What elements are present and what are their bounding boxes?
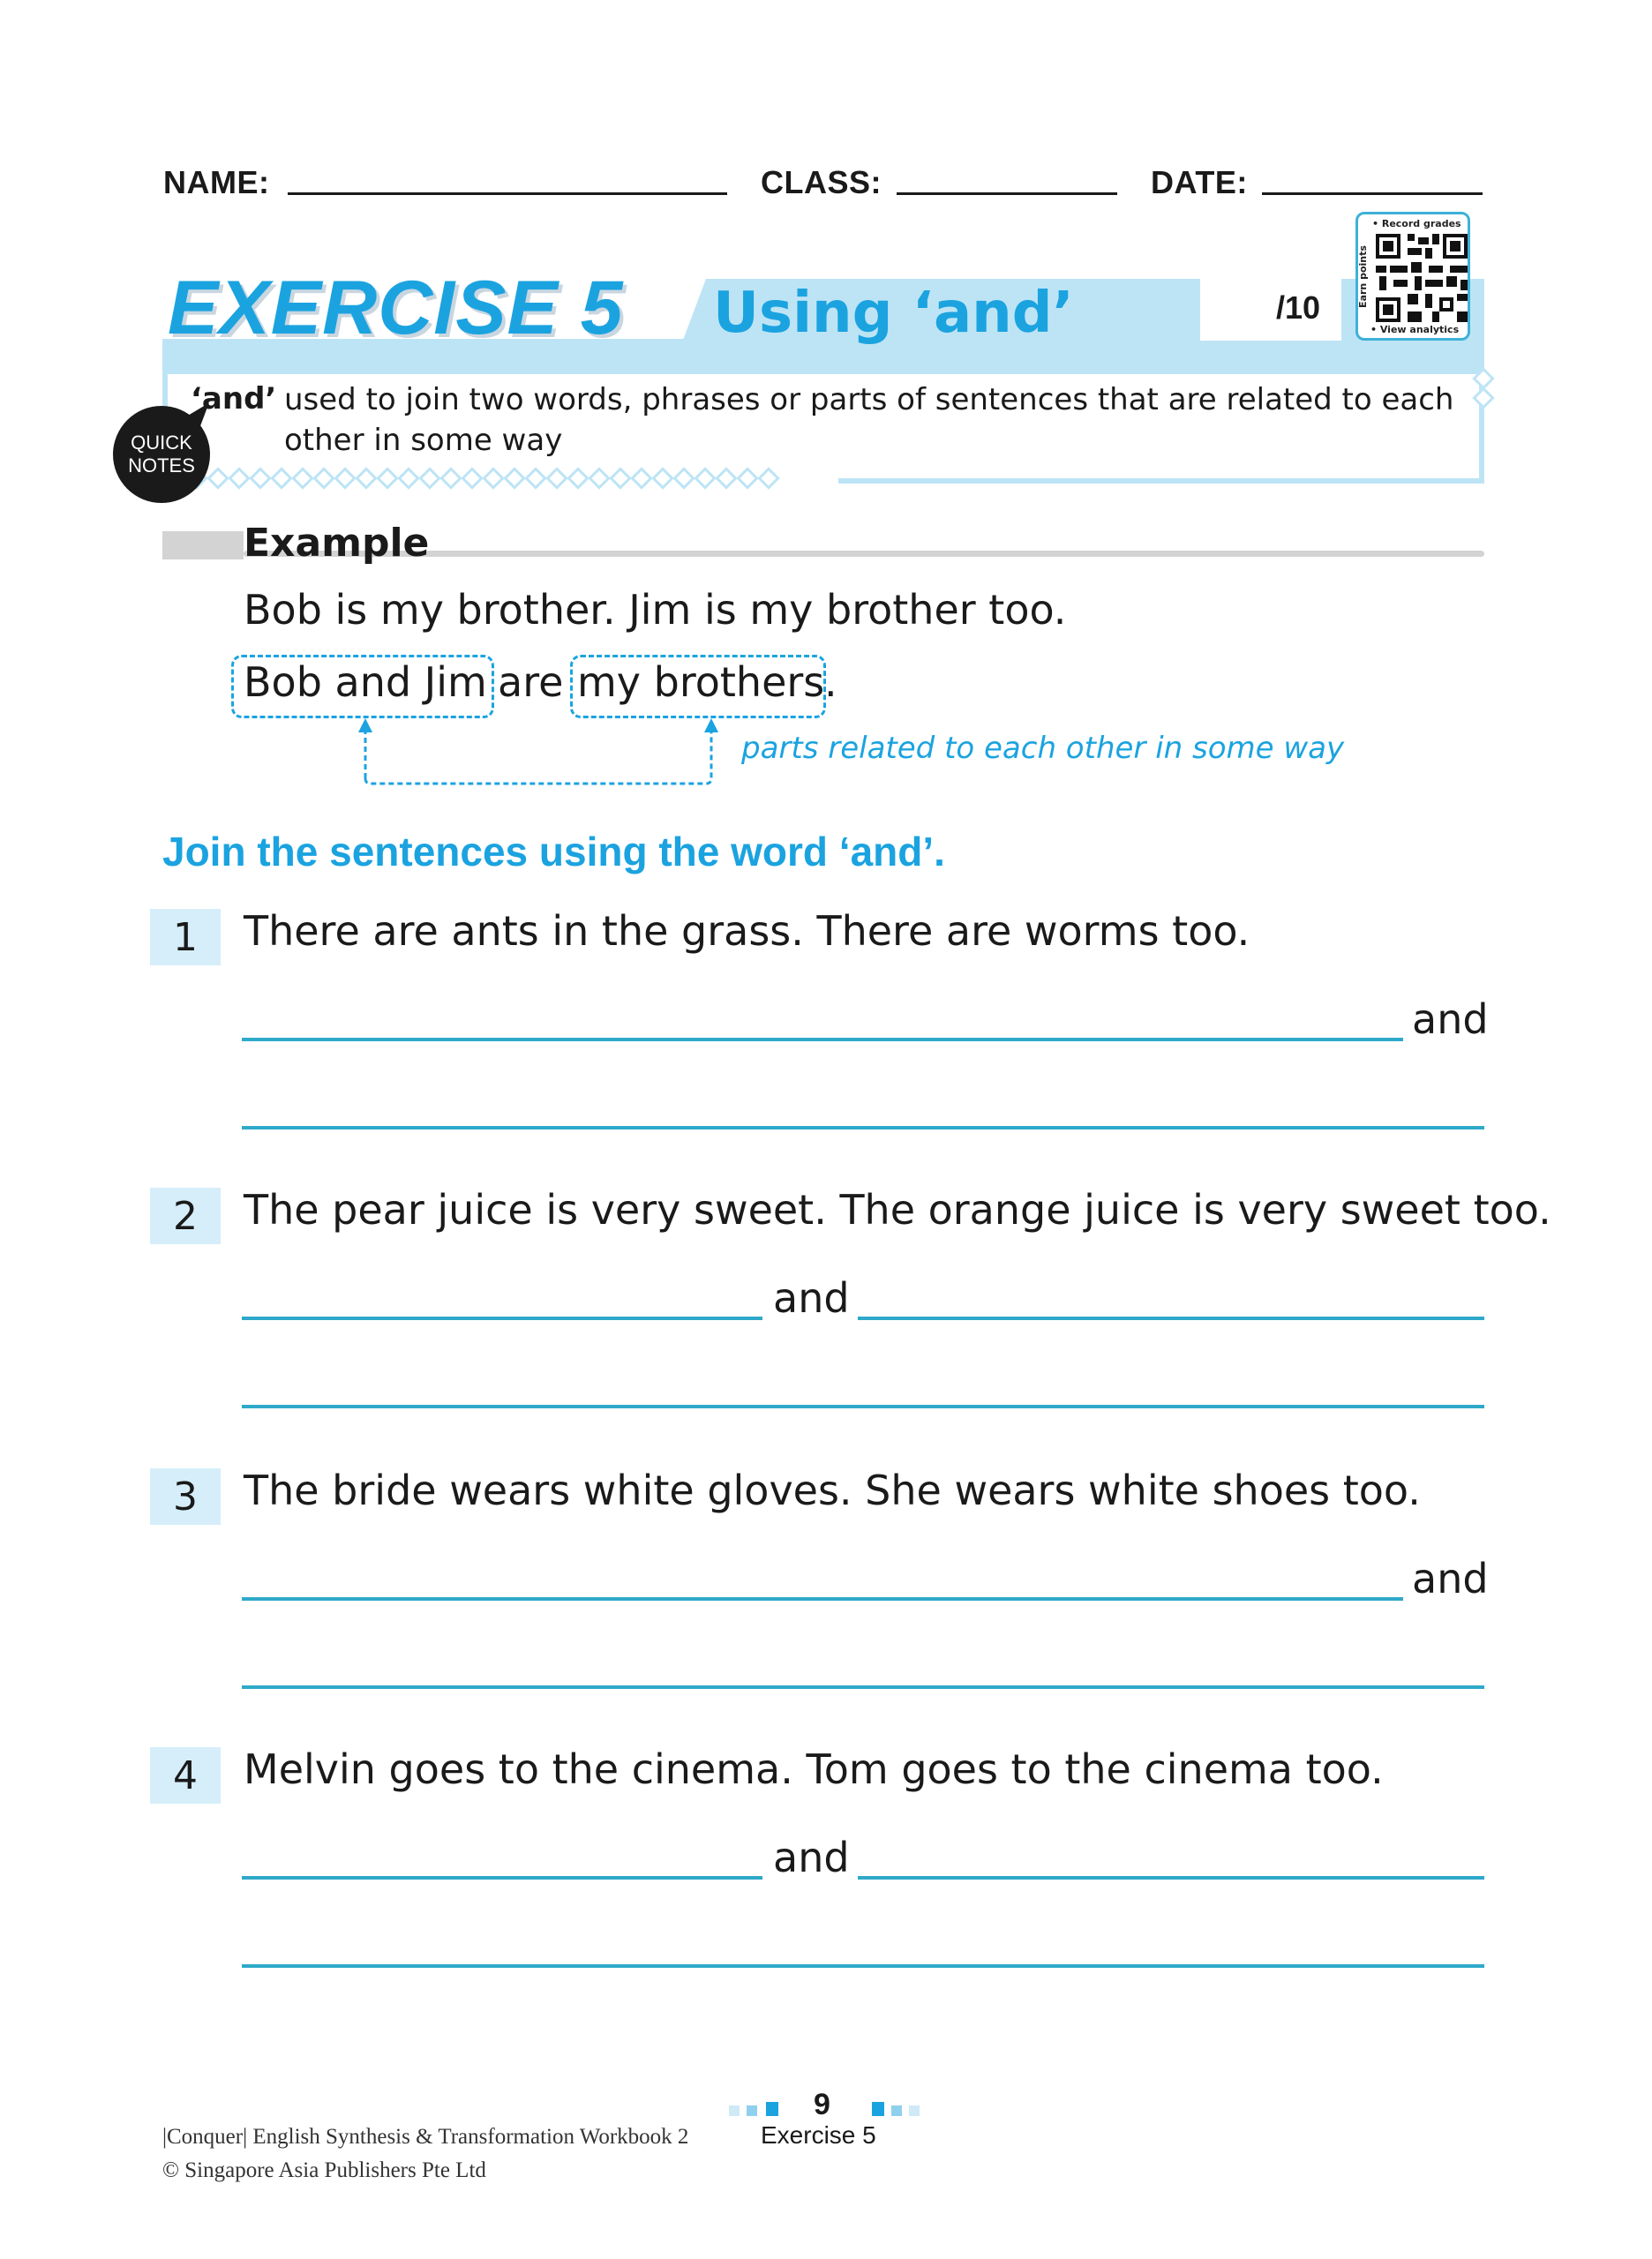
date-field[interactable]: [1262, 192, 1483, 195]
diamond-icon: [757, 467, 779, 489]
score-total: /10: [1276, 289, 1321, 326]
diamond-icon: [672, 467, 695, 489]
diamond-icon: [630, 467, 652, 489]
question-number-1: 1: [150, 909, 221, 965]
diamond-icon: [312, 467, 334, 489]
qr-code[interactable]: [1355, 212, 1470, 341]
notes-definition-line2: other in some way: [284, 423, 563, 458]
connector-arrows-icon: [353, 717, 724, 787]
qr-bottom-text: • View analytics: [1370, 324, 1460, 335]
example-label: Example: [244, 521, 430, 566]
quick-notes-badge-line1: QUICK: [131, 432, 192, 454]
diamond-pattern-right: [1476, 371, 1491, 406]
question-text-3: The bride wears white gloves. She wears white shoes too.: [244, 1467, 1421, 1514]
notes-term: ‘and’: [191, 381, 277, 417]
diamond-icon: [503, 467, 525, 489]
example-answer-middle: are: [498, 658, 564, 706]
footer-book-title: |Conquer| English Synthesis & Transformation Workbook 2: [162, 2125, 689, 2149]
connector-word-1: and: [1412, 995, 1489, 1043]
diamond-icon: [545, 467, 567, 489]
diamond-icon: [376, 467, 398, 489]
date-label: DATE:: [1151, 164, 1248, 200]
class-label: CLASS:: [761, 164, 882, 200]
class-field[interactable]: [897, 192, 1117, 195]
answer-line-1a[interactable]: [242, 1038, 1403, 1041]
diamond-icon: [1472, 387, 1494, 409]
answer-line-1b[interactable]: [242, 1126, 1484, 1130]
qr-side-text: Earn points: [1356, 245, 1369, 308]
question-number-2: 2: [150, 1188, 221, 1244]
example-sentence: Bob is my brother. Jim is my brother too.: [244, 586, 1067, 634]
page-number: 9: [814, 2088, 830, 2121]
question-number-3: 3: [150, 1468, 221, 1525]
answer-line-2c[interactable]: [242, 1405, 1484, 1408]
diamond-icon: [206, 467, 229, 489]
example-answer-end: .: [824, 658, 837, 706]
example-answer-part2: my brothers: [577, 658, 825, 706]
question-text-1: There are ants in the grass. There are worms too.: [244, 907, 1250, 955]
footer-copyright: © Singapore Asia Publishers Pte Ltd: [162, 2158, 486, 2182]
page-deco-square: [909, 2105, 920, 2116]
answer-line-2a[interactable]: [242, 1317, 762, 1320]
name-field[interactable]: [288, 192, 727, 195]
example-bar-block: [162, 531, 244, 559]
page-deco-square: [872, 2102, 884, 2116]
diamond-icon: [439, 467, 462, 489]
diamond-icon: [334, 467, 356, 489]
diamond-icon: [418, 467, 440, 489]
answer-line-4c[interactable]: [242, 1964, 1484, 1968]
instruction: Join the sentences using the word ‘and’.: [162, 829, 945, 874]
example-annotation: parts related to each other in some way: [741, 731, 1345, 766]
answer-line-2b[interactable]: [858, 1317, 1484, 1320]
connector-word-3: and: [1412, 1555, 1489, 1602]
diamond-icon: [249, 467, 271, 489]
diamond-pattern: [168, 470, 777, 486]
example-answer-part1: Bob and Jim: [244, 658, 487, 706]
answer-line-4b[interactable]: [858, 1876, 1484, 1880]
question-text-2: The pear juice is very sweet. The orange juice is very sweet too.: [244, 1186, 1551, 1234]
footer-exercise-label: Exercise 5: [761, 2121, 876, 2149]
diamond-icon: [609, 467, 631, 489]
quick-notes-badge: [113, 406, 210, 503]
connector-word-2: and: [773, 1274, 850, 1322]
qr-code-icon: [1376, 234, 1468, 322]
page-deco-square: [729, 2105, 740, 2116]
name-label: NAME:: [163, 164, 270, 200]
example-bar-line: [244, 551, 1484, 557]
diamond-icon: [482, 467, 504, 489]
diamond-icon: [715, 467, 737, 489]
diamond-icon: [355, 467, 377, 489]
page-deco-square: [891, 2105, 902, 2116]
diamond-icon: [397, 467, 419, 489]
diamond-icon: [291, 467, 313, 489]
diamond-icon: [567, 467, 589, 489]
diamond-icon: [228, 467, 250, 489]
diamond-icon: [270, 467, 292, 489]
qr-top-text: • Record grades: [1372, 218, 1461, 229]
diamond-icon: [694, 467, 716, 489]
question-number-4: 4: [150, 1747, 221, 1804]
quick-notes-badge-line2: NOTES: [128, 454, 195, 477]
connector-word-4: and: [773, 1834, 850, 1881]
diamond-icon: [651, 467, 673, 489]
page-deco-square: [766, 2102, 778, 2116]
diamond-icon: [461, 467, 483, 489]
answer-line-4a[interactable]: [242, 1876, 762, 1880]
answer-line-3b[interactable]: [242, 1685, 1484, 1689]
exercise-subtitle: Using ‘and’: [713, 281, 1074, 346]
question-text-4: Melvin goes to the cinema. Tom goes to the cinema too.: [244, 1745, 1384, 1793]
diamond-icon: [736, 467, 758, 489]
notes-definition-line1: used to join two words, phrases or parts of sentences that are related to each: [284, 382, 1454, 417]
answer-line-3a[interactable]: [242, 1597, 1403, 1601]
diamond-icon: [524, 467, 546, 489]
diamond-icon: [588, 467, 610, 489]
page-deco-square: [747, 2105, 757, 2116]
exercise-title: EXERCISE 5: [168, 266, 624, 350]
